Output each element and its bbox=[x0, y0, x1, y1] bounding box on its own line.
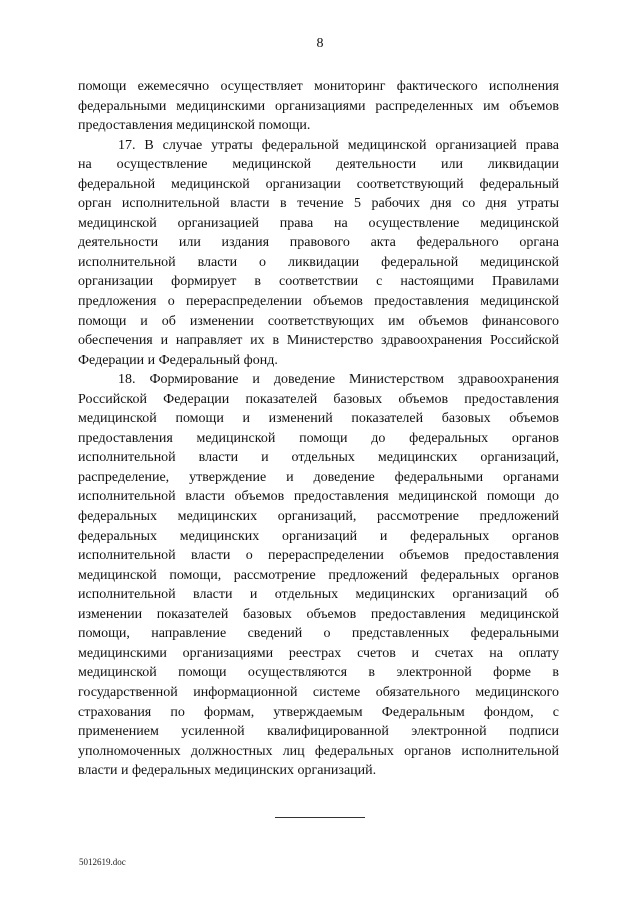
text-line: на осуществление медицинской деятельности или ликвидации bbox=[78, 157, 559, 173]
text-line: помощи ежемесячно осуществляет мониторинг фактического исполнения bbox=[78, 79, 559, 94]
text-line: Российской Федерации показателей базовых объемов предоставления bbox=[78, 391, 559, 407]
text-line: Федерации и Федеральный фонд. bbox=[78, 352, 278, 368]
text-line: предоставления медицинской помощи до федеральных органов bbox=[78, 430, 559, 446]
text-line: федеральными медицинскими организациями распределенных им объемов bbox=[78, 98, 559, 114]
text-line: применением усиленной квалифицированной электронной подписи bbox=[78, 724, 559, 740]
text-line: распределение, утверждение и доведение федеральными органами bbox=[78, 469, 559, 485]
text-line: федеральных медицинских организаций и федеральных органов bbox=[78, 528, 559, 544]
text-line: помощи, направление сведений о представленных федеральными bbox=[78, 626, 559, 642]
paragraph-18-start: 18. Формирование и доведение Министерством здравоохранения bbox=[118, 372, 559, 388]
text-line: исполнительной власти объемов предоставления медицинской помощи до bbox=[78, 489, 559, 505]
text-line: предложения о перераспределении объемов предоставления медицинской bbox=[78, 294, 559, 310]
text-line: медицинскими организациями реестрах счетов и счетах на оплату bbox=[78, 645, 559, 661]
text-line: медицинской помощи и изменений показателей базовых объемов bbox=[78, 411, 559, 427]
text-line: исполнительной власти о ликвидации федеральной медицинской bbox=[78, 254, 559, 270]
text-line: федеральных медицинских организаций, рассмотрение предложений bbox=[78, 509, 559, 525]
text-line: страхования по формам, утверждаемым Федеральным фондом, с bbox=[78, 704, 559, 720]
paragraph-17-start: 17. В случае утраты федеральной медицинской организацией права bbox=[118, 137, 559, 153]
text-line: исполнительной власти и отдельных медицинских организаций об bbox=[78, 587, 559, 603]
document-body bbox=[78, 77, 559, 781]
text-line: федеральной медицинской организации соответствующий федеральный bbox=[78, 176, 559, 192]
text-line: медицинской помощи, рассмотрение предложений федеральных органов bbox=[78, 567, 559, 583]
text-line: предоставления медицинской помощи. bbox=[78, 118, 311, 134]
text-line: орган исполнительной власти в течение 5 рабочих дня со дня утраты bbox=[78, 196, 559, 212]
text-line: уполномоченных должностных лиц федеральных органов исполнительной bbox=[78, 743, 559, 759]
text-line: изменении показателей базовых объемов предоставления медицинской bbox=[78, 606, 559, 622]
text-line: исполнительной власти и отдельных медицинских организаций, bbox=[78, 450, 559, 466]
text-line: организации формирует в соответствии с настоящими Правилами bbox=[78, 274, 559, 290]
text-line: медицинской организацией права на осуществление медицинской bbox=[78, 215, 559, 231]
document-file-code: 5012619.doc bbox=[79, 857, 126, 867]
end-divider bbox=[275, 817, 365, 818]
text-line: государственной информационной системе обязательного медицинского bbox=[78, 684, 559, 700]
text-line: медицинской помощи осуществляются в электронной форме в bbox=[78, 665, 559, 681]
page-number: 8 bbox=[316, 36, 324, 51]
text-line: обеспечения и направляет их в Министерство здравоохранения Российской bbox=[78, 333, 559, 349]
text-line: помощи и об изменении соответствующих им объемов финансового bbox=[78, 313, 559, 329]
text-line: исполнительной власти о перераспределении объемов предоставления bbox=[78, 548, 559, 564]
text-line: деятельности или издания правового акта федерального органа bbox=[78, 235, 559, 251]
text-line: власти и федеральных медицинских организаций. bbox=[78, 763, 377, 779]
